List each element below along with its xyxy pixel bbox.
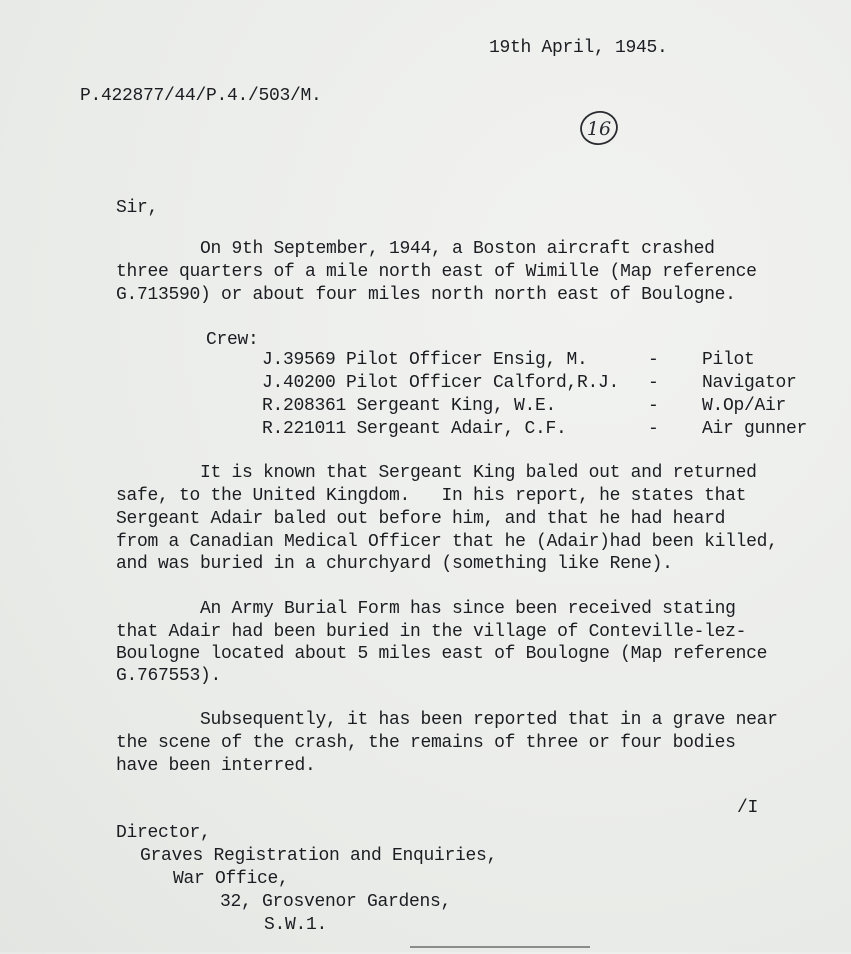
address-line: 32, Grosvenor Gardens, <box>220 892 452 912</box>
crew-role: W.Op/Air <box>702 396 787 416</box>
crew-dash: - <box>648 373 659 393</box>
address-line: War Office, <box>173 869 289 889</box>
crew-name: J.40200 Pilot Officer Calford,R.J. <box>262 373 620 393</box>
crew-name: R.221011 Sergeant Adair, C.F. <box>262 419 567 439</box>
paragraph2-line: safe, to the United Kingdom. In his report, he states that <box>116 486 747 506</box>
address-line: Director, <box>116 823 211 843</box>
crew-role: Air gunner <box>702 419 808 439</box>
salutation: Sir, <box>116 198 159 218</box>
crew-name: R.208361 Sergeant King, W.E. <box>262 396 557 416</box>
paragraph1-line: G.713590) or about four miles north north east of Boulogne. <box>116 285 736 305</box>
folio-stamp <box>579 108 619 148</box>
crew-dash: - <box>648 419 659 439</box>
folio-number: 16 <box>586 118 612 140</box>
continuation-mark: /I <box>737 798 759 818</box>
address-line: S.W.1. <box>264 915 328 935</box>
paragraph3-line: that Adair had been buried in the village of Conteville-lez- <box>116 622 747 642</box>
reference-number: P.422877/44/P.4./503/M. <box>80 86 322 106</box>
paragraph4-line: the scene of the crash, the remains of three or four bodies <box>116 733 736 753</box>
paragraph2-line: from a Canadian Medical Officer that he (Adair)had been killed, <box>116 532 778 552</box>
paragraph4-line: Subsequently, it has been reported that in a grave near <box>116 710 778 730</box>
page-edge-marks <box>410 946 590 954</box>
letter-date: 19th April, 1945. <box>489 38 668 58</box>
paragraph1-line: three quarters of a mile north east of Wimille (Map reference <box>116 262 757 282</box>
crew-role: Pilot <box>702 350 755 370</box>
paragraph2-line: and was buried in a churchyard (something like Rene). <box>116 554 673 574</box>
paragraph3-line: Boulogne located about 5 miles east of Boulogne (Map reference <box>116 644 768 664</box>
crew-name: J.39569 Pilot Officer Ensig, M. <box>262 350 588 370</box>
paragraph4-line: have been interred. <box>116 756 316 776</box>
paragraph2-line: It is known that Sergeant King baled out and returned <box>116 463 757 483</box>
paragraph2-line: Sergeant Adair baled out before him, and that he had heard <box>116 509 726 529</box>
paragraph1-line: On 9th September, 1944, a Boston aircraft crashed <box>116 239 715 259</box>
crew-dash: - <box>648 396 659 416</box>
address-line: Graves Registration and Enquiries, <box>140 846 498 866</box>
crew-dash: - <box>648 350 659 370</box>
crew-heading: Crew: <box>206 330 259 350</box>
paragraph3-line: G.767553). <box>116 666 222 686</box>
crew-role: Navigator <box>702 373 797 393</box>
paragraph3-line: An Army Burial Form has since been received stating <box>116 599 736 619</box>
